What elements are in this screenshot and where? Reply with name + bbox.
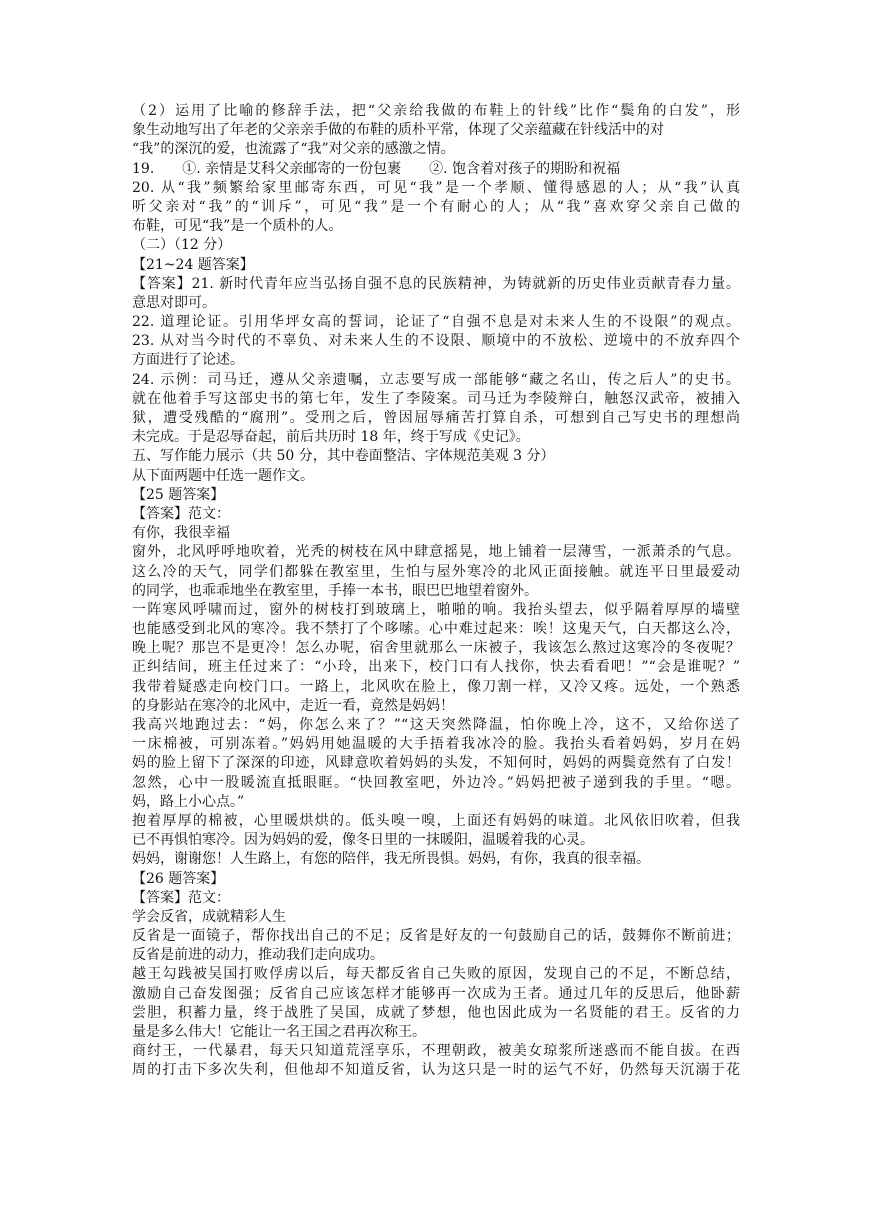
document-page bbox=[132, 102, 740, 1081]
text-line: 【答案】范文： bbox=[132, 505, 230, 522]
text-line: 妈，路上小心点。” bbox=[132, 793, 245, 810]
text-line: 【答案】21. 新时代青年应当弘扬自强不息的民族精神，为铸就新的历史伟业贡献青春力量。 bbox=[132, 275, 740, 292]
text-line: 抱着厚厚的棉被，心里暖烘烘的。低头嗅一嗅，上面还有妈妈的味道。北风依旧吹着，但我 bbox=[132, 812, 740, 829]
text-line: 20. 从“我”频繁给家里邮寄东西，可见“我”是一个孝顺、懂得感恩的人；从“我”认真 bbox=[132, 179, 740, 196]
text-line: 象生动地写出了年老的父亲亲手做的布鞋的质朴平常，体现了父亲蕴藏在针线活中的对 bbox=[132, 122, 664, 139]
text-line: 22. 道理论证。引用华坪女高的誓词，论证了“自强不息是对未来人生的不设限”的观点。 bbox=[132, 314, 740, 331]
text-line: 布鞋，可见“我”是一个质朴的人。 bbox=[132, 218, 343, 235]
text-line: 未完成。于是忍辱奋起，前后共历时 18 年，终于写成《史记》。 bbox=[132, 429, 530, 446]
text-line: 商纣王，一代暴君，每天只知道荒淫享乐，不理朝政，被美女琼浆所迷惑而不能自拔。在西 bbox=[132, 1043, 740, 1060]
text-line: 的身影站在寒冷的北风中，走近一看，竟然是妈妈！ bbox=[132, 697, 454, 714]
text-line: 23. 从对当今时代的不辜负、对未来人生的不设限、顺境中的不放松、逆境中的不放弃四个 bbox=[132, 333, 740, 350]
text-line: 狱，遭受残酷的“腐刑”。受刑之后，曾因屈辱痛苦打算自杀，可想到自己写史书的理想尚 bbox=[132, 410, 740, 426]
text-line: 越王勾践被吴国打败俘虏以后，每天都反省自己失败的原因，发现自己的不足，不断总结， bbox=[132, 966, 740, 983]
text-line: 量是多么伟大！它能让一名王国之君再次称王。 bbox=[132, 1024, 426, 1040]
text-line: 也能感受到北风的寒冷。我不禁打了个哆嗦。心中难过起来：唉！这鬼天气，白天都这么冷， bbox=[132, 621, 740, 638]
text-line: 这么冷的天气，同学们都躲在教室里，生怕与屋外寒冷的北风正面接触。就连平日里最爱动 bbox=[132, 563, 740, 580]
text-line: 的同学，也乖乖地坐在教室里，手捧一本书，眼巴巴地望着窗外。 bbox=[132, 582, 538, 599]
text-line: 五、写作能力展示（共 50 分，其中卷面整洁、字体规范美观 3 分） bbox=[132, 448, 555, 465]
text-line: 晚上呢？那岂不是更冷！怎么办呢，宿舍里就那么一床被子，我该怎么熬过这寒冷的冬夜呢？ bbox=[132, 640, 740, 657]
text-line: 已不再惧怕寒冷。因为妈妈的爱，像冬日里的一抹暖阳，温暖着我的心灵。 bbox=[132, 832, 594, 849]
text-line: 正纠结间，班主任过来了：“小玲，出来下，校门口有人找你，快去看看吧！”“会是谁呢？” bbox=[132, 659, 740, 676]
text-line: 我高兴地跑过去：“妈，你怎么来了？”“这天突然降温，怕你晚上冷，这不，又给你送了 bbox=[132, 717, 740, 733]
text-line: 一阵寒风呼啸而过，窗外的树枝打到玻璃上，啪啪的响。我抬头望去，似乎隔着厚厚的墙壁 bbox=[132, 601, 740, 618]
text-line: 方面进行了论述。 bbox=[132, 352, 244, 369]
text-line: （2）运用了比喻的修辞手法，把“父亲给我做的布鞋上的针线”比作“鬓角的白发”，形 bbox=[132, 103, 740, 119]
text-line: 反省是前进的动力，推动我们走向成功。 bbox=[132, 947, 384, 964]
text-line: 24. 示例：司马迁，遵从父亲遗嘱，立志要写成一部能够“藏之名山，传之后人”的史书。 bbox=[132, 371, 740, 388]
text-line: 反省是一面镜子，帮你找出自己的不足；反省是好友的一句鼓励自己的话，鼓舞你不断前进； bbox=[132, 928, 740, 945]
text-line: 有你，我很幸福 bbox=[132, 525, 230, 542]
text-line: （二）（12 分） bbox=[132, 237, 232, 254]
text-line: 19. ①. 亲情是艾科父亲邮寄的一份包裹 ②. 饱含着对孩子的期盼和祝福 bbox=[132, 160, 621, 177]
text-line: 意思对即可。 bbox=[132, 294, 216, 311]
text-line: “我”的深沉的爱，也流露了“我”对父亲的感激之情。 bbox=[132, 141, 455, 158]
text-line: 【26 题答案】 bbox=[132, 870, 225, 887]
text-line: 从下面两题中任选一题作文。 bbox=[132, 467, 314, 484]
text-line: 【答案】范文： bbox=[132, 889, 230, 906]
text-line: 我带着疑惑走向校门口。一路上，北风吹在脸上，像刀割一样，又冷又疼。远处，一个熟悉 bbox=[132, 678, 740, 695]
text-line: 尝胆，积蓄力量，终于战胜了吴国，成就了梦想，他也因此成为一名贤能的君王。反省的力 bbox=[132, 1004, 740, 1021]
text-line: 妈妈，谢谢您！人生路上，有您的陪伴，我无所畏惧。妈妈，有你，我真的很幸福。 bbox=[132, 851, 650, 868]
text-line: 忽然，心中一股暖流直抵眼眶。“快回教室吧，外边冷。”妈妈把被子递到我的手里。“嗯。 bbox=[132, 774, 740, 791]
text-line: 一床棉被，可别冻着。”妈妈用她温暖的大手捂着我冰冷的脸。我抬头看着妈妈，岁月在妈 bbox=[132, 736, 740, 753]
text-line: 学会反省，成就精彩人生 bbox=[132, 908, 286, 925]
text-line: 激励自己奋发图强；反省自己应该怎样才能够再一次成为王者。通过几年的反思后，他卧薪 bbox=[132, 985, 740, 1002]
text-line: 妈的脸上留下了深深的印迹，风肆意吹着妈妈的头发，不知何时，妈妈的两鬓竟然有了白发！ bbox=[132, 755, 740, 772]
text-line: 就在他着手写这部史书的第七年，发生了李陵案。司马迁为李陵辩白，触怒汉武帝，被捕入 bbox=[132, 390, 740, 407]
text-line: 【25 题答案】 bbox=[132, 486, 225, 503]
text-line: 周的打击下多次失利，但他却不知道反省，认为这只是一时的运气不好，仍然每天沉溺于花 bbox=[132, 1062, 740, 1079]
text-line: 【21~24 题答案】 bbox=[132, 256, 254, 273]
text-line: 窗外，北风呼呼地吹着，光秃的树枝在风中肆意摇晃，地上铺着一层薄雪，一派萧杀的气息。 bbox=[132, 544, 740, 561]
text-line: 听父亲对“我”的“训斥”，可见“我”是一个有耐心的人；从“我”喜欢穿父亲自己做的 bbox=[132, 198, 740, 215]
